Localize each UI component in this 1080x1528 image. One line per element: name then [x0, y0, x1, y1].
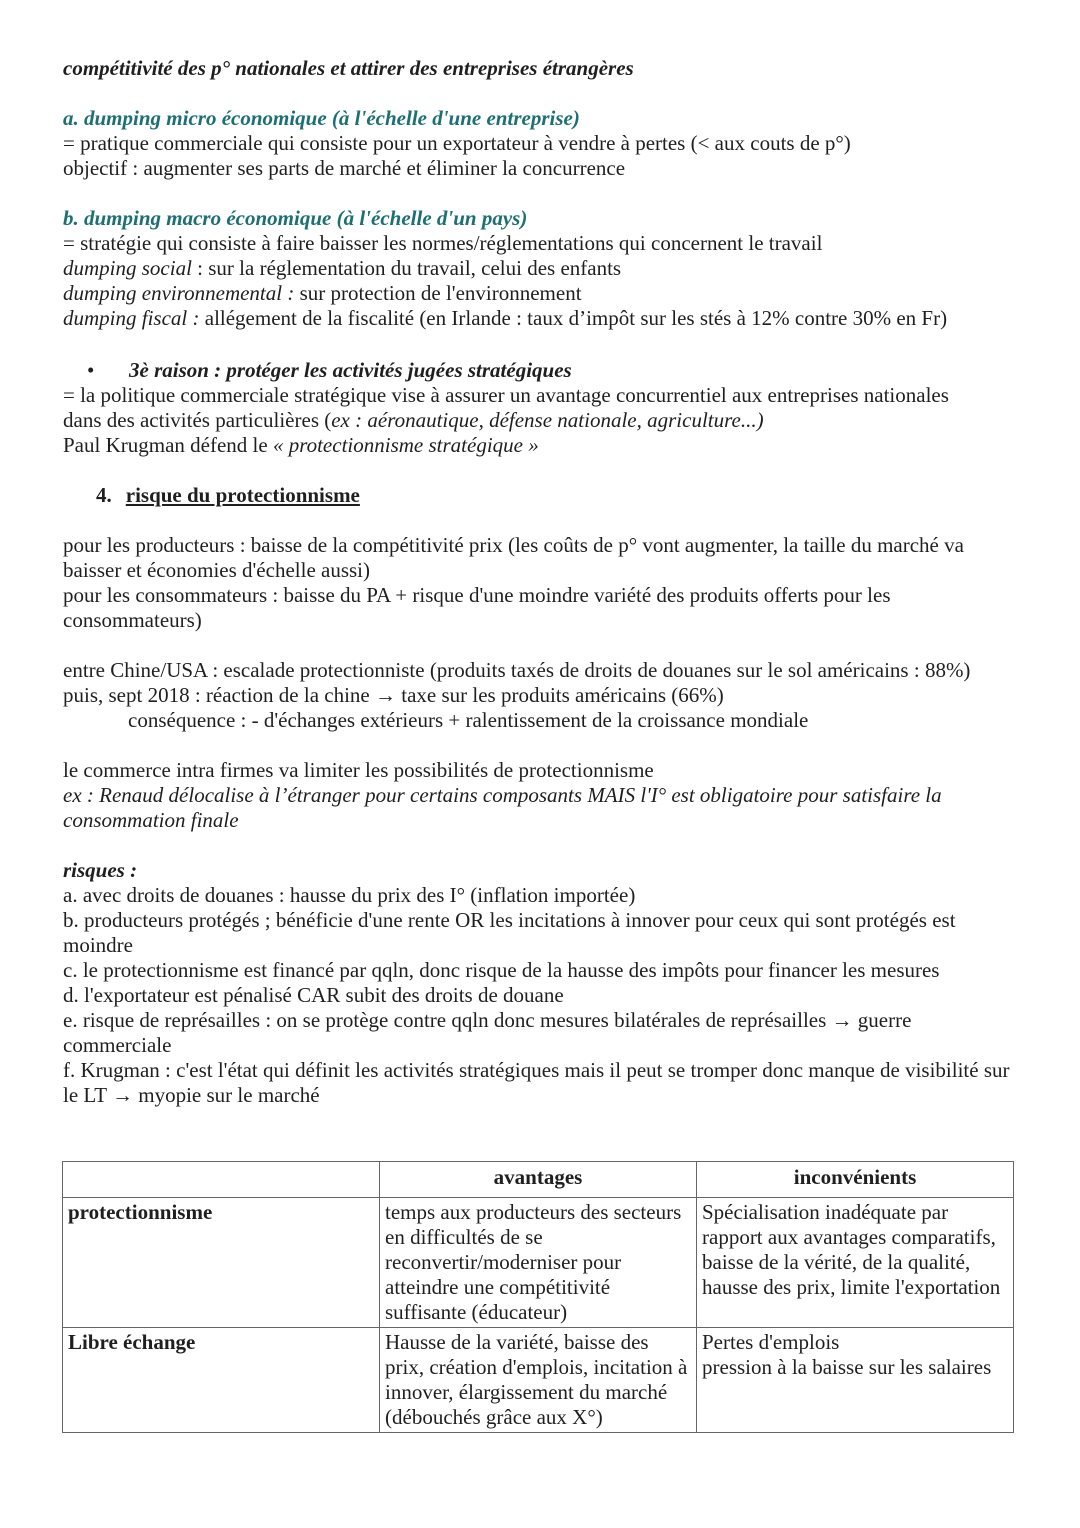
section-4-number: 4.	[96, 483, 112, 507]
risk-d: d. l'exportateur est pénalisé CAR subit des droits de douane	[63, 983, 564, 1007]
risk-a: a. avec droits de douanes : hausse du prix des I° (inflation importée)	[63, 883, 636, 907]
section-4-title: risque du protectionnisme	[125, 483, 360, 507]
dumping-env-line	[63, 281, 1023, 306]
raison3-krugman-text: Paul Krugman défend le	[63, 433, 273, 457]
table-row	[63, 1328, 1014, 1433]
raison3-example: ex : aéronautique, défense nationale, agriculture...)	[331, 408, 764, 432]
dumping-micro-definition: = pratique commerciale qui consiste pour un exportateur à vendre à pertes (< aux couts de p°)	[63, 131, 851, 155]
dumping-env-term: dumping environnemental :	[63, 281, 295, 305]
intra-firm-example: ex : Renaud délocalise à l’étranger pour certains composants MAIS l'I° est obligatoire pour satisfaire la consommation finale	[63, 783, 942, 832]
dumping-micro-objective: objectif : augmenter ses parts de marché et éliminer la concurrence	[63, 156, 626, 180]
libre-echange-disadvantages	[697, 1328, 1014, 1433]
china-usa-line1: entre Chine/USA : escalade protectionniste (produits taxés de droits de douanes sur le sol américains : 88%)	[63, 658, 971, 682]
dumping-social-line	[63, 256, 1023, 281]
china-usa-line2: puis, sept 2018 : réaction de la chine → taxe sur les produits américains (66%)	[63, 683, 724, 707]
producers-paragraph: pour les producteurs : baisse de la compétitivité prix (les coûts de p° vont augmenter, la taille du marché va baisser et économies d'échelle aussi)	[63, 533, 964, 582]
raison3-line1: = la politique commerciale stratégique vise à assurer un avantage concurrentiel aux entreprises nationales	[63, 383, 949, 407]
raison3-heading-line	[63, 358, 1023, 383]
raison3-krugman-quote: « protectionnisme stratégique »	[272, 433, 539, 457]
intro-line: compétitivité des p° nationales et attirer des entreprises étrangères	[63, 56, 634, 80]
china-usa-consequence: conséquence : - d'échanges extérieurs + ralentissement de la croissance mondiale	[128, 708, 809, 732]
document-body	[63, 56, 1023, 1108]
protectionnisme-advantages: temps aux producteurs des secteurs en difficultés de se reconvertir/moderniser pour atteindre une compétitivité suffisante (éducateur)	[380, 1198, 697, 1328]
dumping-macro-heading: b. dumping macro économique (à l'échelle d'un pays)	[63, 206, 528, 230]
risk-c: c. le protectionnisme est financé par qqln, donc risque de la hausse des impôts pour financer les mesures	[63, 958, 940, 982]
risks-heading: risques :	[63, 858, 138, 882]
table-row	[63, 1198, 1014, 1328]
consumers-paragraph: pour les consommateurs : baisse du PA + risque d'une moindre variété des produits offerts pour les consommateurs)	[63, 583, 891, 632]
table-header-empty	[63, 1162, 380, 1198]
raison3-line3	[63, 433, 1023, 458]
raison3-heading: 3è raison : protéger les activités jugées stratégiques	[129, 358, 572, 382]
libre-echange-disadvantage-1: Pertes d'emplois	[702, 1330, 840, 1354]
section-4-heading	[63, 483, 1023, 508]
raison3-line2	[63, 408, 1023, 433]
dumping-macro-definition: = stratégie qui consiste à faire baisser les normes/réglementations qui concernent le travail	[63, 231, 823, 255]
risk-e: e. risque de représailles : on se protège contre qqln donc mesures bilatérales de représailles → guerre commerciale	[63, 1008, 912, 1057]
dumping-fiscal-term: dumping fiscal :	[63, 306, 200, 330]
risk-f: f. Krugman : c'est l'état qui définit les activités stratégiques mais il peut se tromper donc manque de visibilité sur le LT → myopie sur le marché	[63, 1058, 1010, 1107]
dumping-micro-heading: a. dumping micro économique (à l'échelle d'une entreprise)	[63, 106, 580, 130]
row-label-protectionnisme: protectionnisme	[63, 1198, 380, 1328]
row-label-libre-echange: Libre échange	[63, 1328, 380, 1433]
table-header-advantages: avantages	[380, 1162, 697, 1198]
protectionnisme-disadvantages: Spécialisation inadéquate par rapport aux avantages comparatifs, baisse de la vérité, de la qualité, hausse des prix, limite l'exportation	[697, 1198, 1014, 1328]
table-header-disadvantages: inconvénients	[697, 1162, 1014, 1198]
dumping-fiscal-line	[63, 306, 1023, 331]
libre-echange-disadvantage-2: pression à la baisse sur les salaires	[702, 1355, 992, 1379]
libre-echange-advantages: Hausse de la variété, baisse des prix, création d'emplois, incitation à innover, élargissement du marché (débouchés grâce aux X°)	[380, 1328, 697, 1433]
dumping-fiscal-text: allégement de la fiscalité (en Irlande : taux d’impôt sur les stés à 12% contre 30% en Fr)	[199, 306, 948, 330]
raison3-line2-text: dans des activités particulières (	[63, 408, 332, 432]
dumping-env-text: sur protection de l'environnement	[294, 281, 582, 305]
risk-b: b. producteurs protégés ; bénéficie d'une rente OR les incitations à innover pour ceux qui sont protégés est moindre	[63, 908, 956, 957]
bullet-icon: •	[87, 358, 95, 382]
comparison-table	[62, 1161, 1014, 1433]
dumping-social-text: : sur la réglementation du travail, celui des enfants	[191, 256, 622, 280]
dumping-social-term: dumping social	[63, 256, 192, 280]
table-header-row	[63, 1162, 1014, 1198]
intra-firm-line: le commerce intra firmes va limiter les possibilités de protectionnisme	[63, 758, 654, 782]
